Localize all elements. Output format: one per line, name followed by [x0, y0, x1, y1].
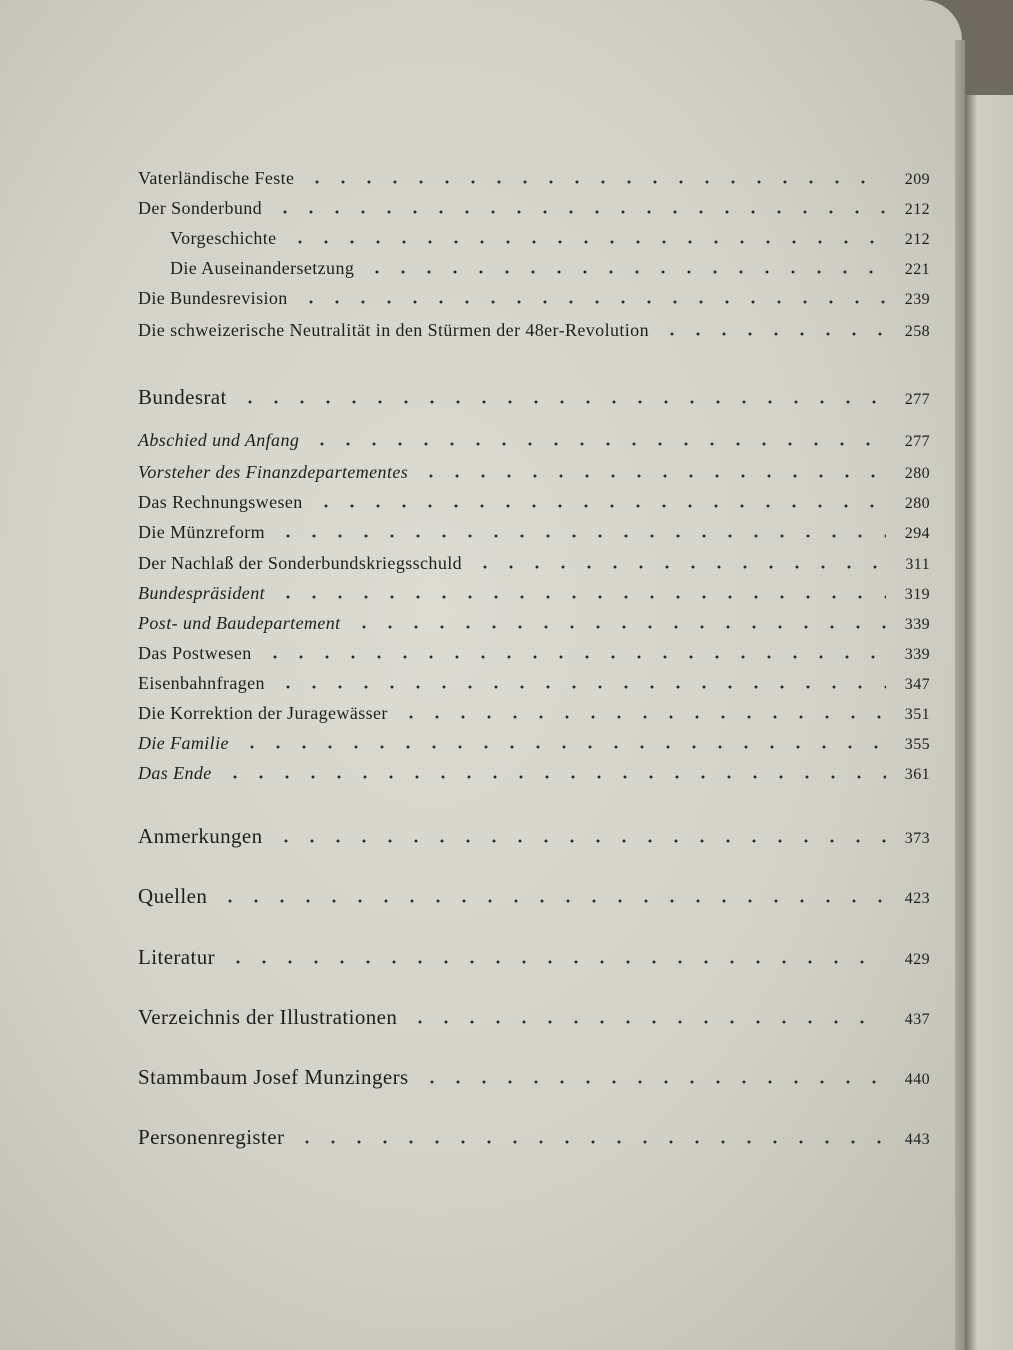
toc-entry-page: 429	[904, 951, 930, 968]
toc-entry-page: 339	[904, 616, 930, 633]
toc-entry-page: 423	[904, 890, 930, 907]
toc-section-heading	[138, 1125, 930, 1150]
toc-entry-title: Quellen	[138, 884, 208, 908]
toc-entry-page: 221	[904, 261, 930, 278]
toc-entry-page: 277	[904, 391, 930, 408]
toc-entry-page: 355	[904, 736, 930, 753]
toc-entry	[138, 168, 930, 189]
dot-leader	[275, 595, 886, 599]
toc-entry-title: Vorgeschichte	[170, 228, 277, 248]
toc-section-heading	[138, 824, 930, 849]
toc-section-heading	[138, 945, 930, 970]
dot-leader	[418, 474, 886, 478]
toc-entry	[138, 492, 930, 513]
toc-entry	[138, 673, 930, 694]
toc-entry-title: Die Münzreform	[138, 522, 266, 542]
toc-section-heading	[138, 385, 930, 410]
toc-entry-page: 280	[904, 495, 930, 512]
toc-entry-title: Stammbaum Josef Munzingers	[138, 1065, 409, 1089]
dot-leader	[275, 685, 886, 689]
toc-entry	[138, 522, 930, 543]
toc-entry-page: 319	[904, 586, 930, 603]
toc-entry-page: 294	[904, 525, 930, 542]
toc-entry-page: 280	[904, 465, 930, 482]
toc-entry-page: 347	[904, 676, 930, 693]
dot-leader	[364, 270, 886, 274]
toc-entry-title: Das Rechnungswesen	[138, 492, 303, 512]
toc-entry	[170, 258, 930, 279]
toc-entry-title: Die Familie	[138, 733, 229, 753]
toc-entry-title: Der Nachlaß der Sonderbundskriegsschuld	[138, 553, 463, 573]
toc-entry-title: Die schweizerische Neutralität in den Stürmen der 48er-Revolution	[138, 320, 649, 340]
toc-entry-title: Das Ende	[138, 763, 212, 783]
toc-entry-title: Personenregister	[138, 1125, 285, 1149]
dot-leader	[287, 240, 886, 244]
dot-leader	[659, 332, 886, 336]
toc-entry-page: 209	[904, 171, 930, 188]
toc-entry-title: Literatur	[138, 945, 216, 969]
toc-entry-title: Verzeichnis der Illustrationen	[138, 1005, 398, 1029]
toc-entry-title: Vorsteher des Finanzdepartementes	[138, 462, 409, 482]
next-page-edge	[962, 95, 1013, 1350]
dot-leader	[419, 1080, 886, 1084]
dot-leader	[272, 210, 886, 214]
dot-leader	[225, 960, 886, 964]
toc-entry-title: Das Postwesen	[138, 643, 252, 663]
toc-entry	[138, 553, 930, 574]
dot-leader	[262, 655, 886, 659]
toc-entry-title: Eisenbahnfragen	[138, 673, 265, 693]
dot-leader	[298, 300, 886, 304]
toc-entry-page: 311	[905, 556, 930, 573]
toc-entry-page: 361	[904, 766, 930, 783]
toc-entry	[138, 583, 930, 604]
toc-section-heading	[138, 1065, 930, 1090]
dot-leader	[398, 715, 886, 719]
toc-entry-title: Abschied und Anfang	[138, 430, 300, 450]
dot-leader	[273, 839, 886, 843]
toc-entry-title: Anmerkungen	[138, 824, 263, 848]
toc-entry	[138, 763, 930, 784]
dot-leader	[472, 565, 886, 569]
dot-leader	[222, 775, 886, 779]
toc-entry-title: Bundespräsident	[138, 583, 265, 603]
toc-entry-page: 437	[904, 1011, 930, 1028]
toc-entry	[138, 288, 930, 309]
toc-entry	[138, 613, 930, 634]
toc-section-heading	[138, 884, 930, 909]
toc-entry-title: Post- und Baudepartement	[138, 613, 341, 633]
dot-leader	[294, 1140, 886, 1144]
toc-entry-page: 212	[904, 201, 930, 218]
toc-entry-title: Der Sonderbund	[138, 198, 263, 218]
dot-leader	[275, 534, 886, 538]
toc-entry	[138, 462, 930, 483]
toc-entry-title: Vaterländische Feste	[138, 168, 295, 188]
toc-entry-page: 239	[904, 291, 930, 308]
dot-leader	[351, 625, 886, 629]
dot-leader	[304, 180, 886, 184]
toc-entry	[170, 228, 930, 249]
toc-entry-page: 373	[904, 830, 930, 847]
dot-leader	[309, 442, 886, 446]
toc-entry-page: 339	[904, 646, 930, 663]
toc-entry-page: 258	[904, 323, 930, 340]
dot-leader	[239, 745, 886, 749]
dot-leader	[237, 400, 886, 404]
toc-entry	[138, 198, 930, 219]
dot-leader	[407, 1020, 886, 1024]
toc-entry-title: Die Bundesrevision	[138, 288, 288, 308]
toc-entry	[138, 703, 930, 724]
toc-entry-page: 440	[904, 1071, 930, 1088]
toc-entry	[138, 320, 930, 341]
toc-section-heading	[138, 1005, 930, 1030]
toc-entry	[138, 430, 930, 451]
toc-entry-title: Die Auseinandersetzung	[170, 258, 355, 278]
toc-entry-title: Bundesrat	[138, 385, 227, 409]
toc-entry-page: 212	[904, 231, 930, 248]
toc-entry-title: Die Korrektion der Juragewässer	[138, 703, 388, 723]
dot-leader	[217, 899, 886, 903]
toc-entry-page: 277	[904, 433, 930, 450]
toc-entry-page: 351	[904, 706, 930, 723]
toc-entry-page: 443	[904, 1131, 930, 1148]
toc-entry	[138, 733, 930, 754]
dot-leader	[313, 504, 886, 508]
toc-entry	[138, 643, 930, 664]
